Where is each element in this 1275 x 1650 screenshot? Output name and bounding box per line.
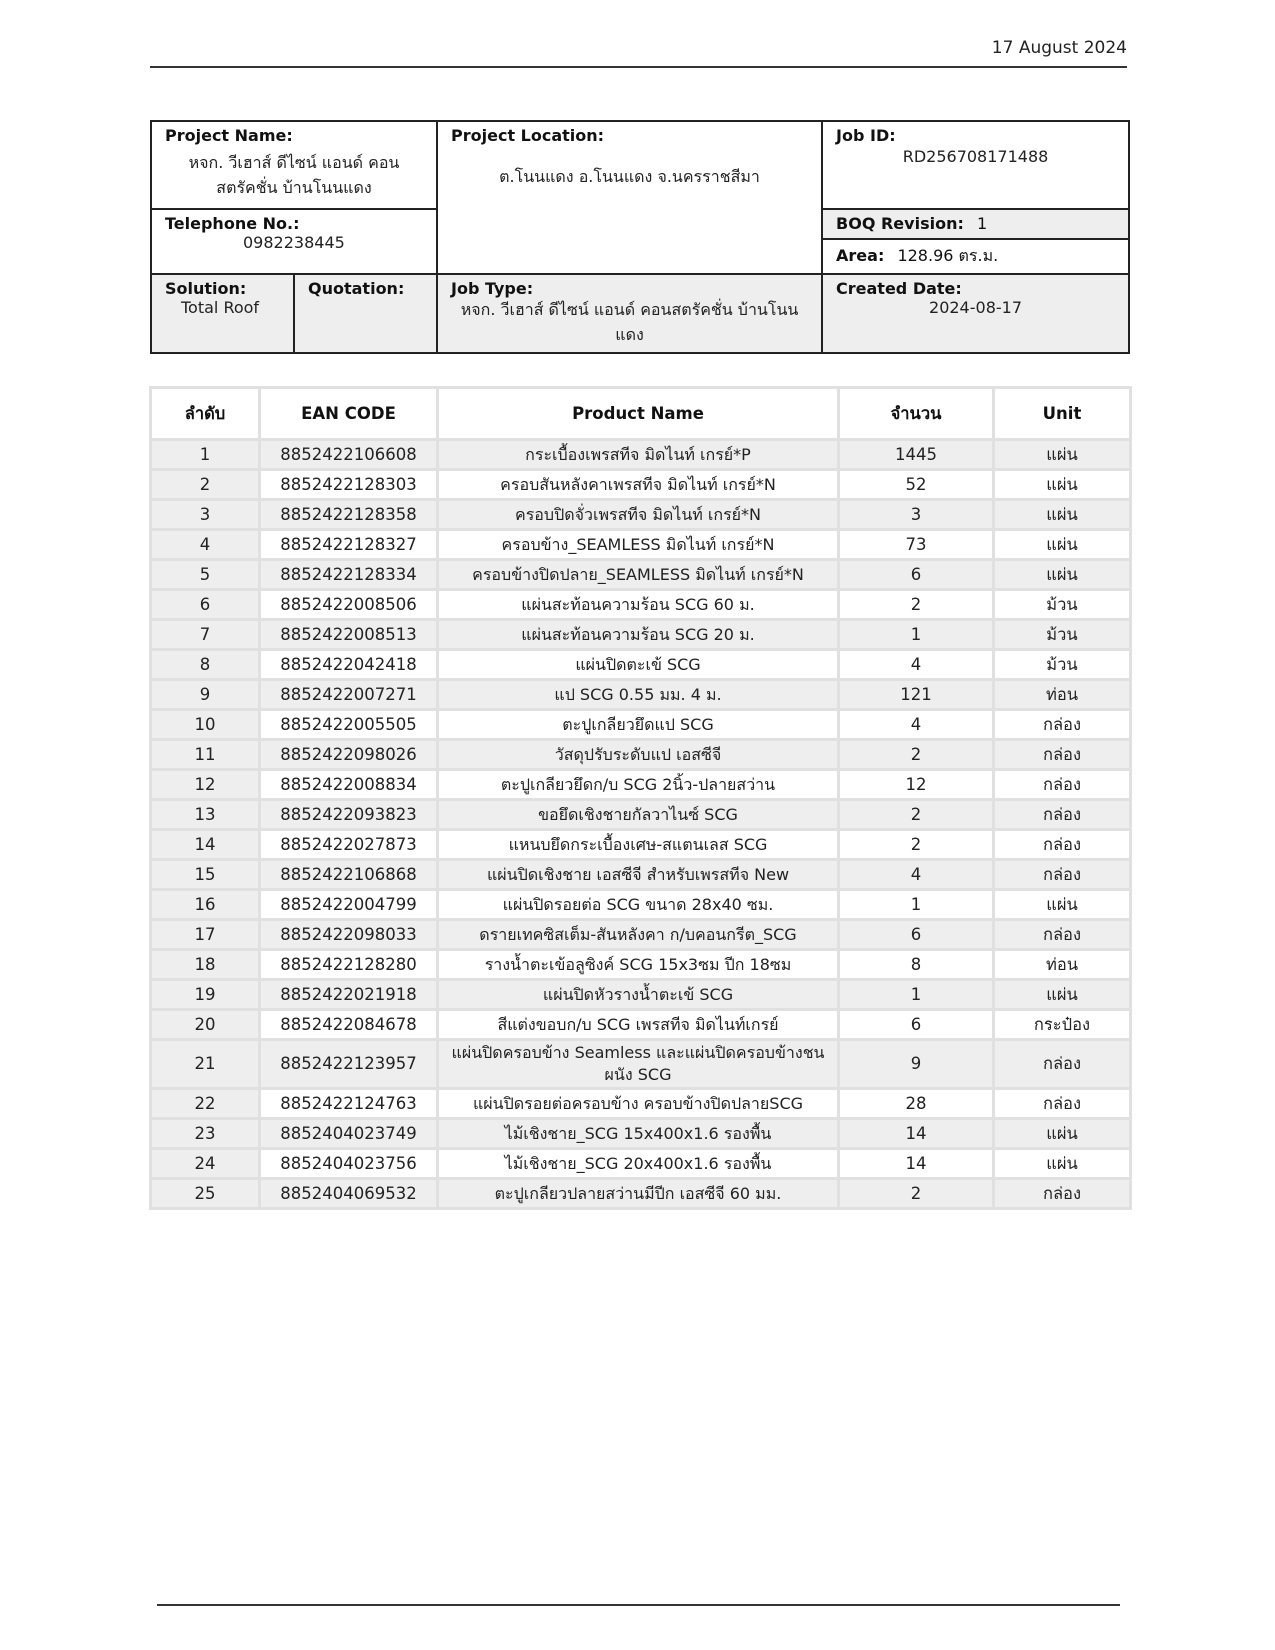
row-quantity: 1445 (839, 440, 994, 470)
row-index: 11 (151, 740, 260, 770)
row-ean-code: 8852422106608 (260, 440, 438, 470)
row-index: 3 (151, 500, 260, 530)
row-unit: แผ่น (994, 890, 1131, 920)
top-divider (150, 66, 1127, 68)
row-quantity: 2 (839, 1179, 994, 1209)
table-row (151, 1149, 1131, 1179)
project-name-cell (151, 121, 437, 209)
row-unit: กล่อง (994, 800, 1131, 830)
row-ean-code: 8852422128334 (260, 560, 438, 590)
row-unit: ท่อน (994, 950, 1131, 980)
row-index: 15 (151, 860, 260, 890)
product-table-header (151, 388, 1131, 440)
row-ean-code: 8852422106868 (260, 860, 438, 890)
row-product-name: รางน้ำตะเข้อลูซิงค์ SCG 15x3ซม ปีก 18ซม (438, 950, 839, 980)
document-date: 17 August 2024 (991, 38, 1127, 58)
row-index: 23 (151, 1119, 260, 1149)
row-product-name: แผ่นสะท้อนความร้อน SCG 20 ม. (438, 620, 839, 650)
row-product-name: สีแต่งขอบก/บ SCG เพรสทีจ มิดไนท์เกรย์ (438, 1010, 839, 1040)
row-product-name: แป SCG 0.55 มม. 4 ม. (438, 680, 839, 710)
row-ean-code: 8852422008834 (260, 770, 438, 800)
row-unit: ท่อน (994, 680, 1131, 710)
row-ean-code: 8852422008506 (260, 590, 438, 620)
job-type-cell (437, 274, 822, 353)
row-index: 10 (151, 710, 260, 740)
row-index: 20 (151, 1010, 260, 1040)
row-unit: กล่อง (994, 1040, 1131, 1089)
created-date-cell (822, 274, 1129, 353)
row-ean-code: 8852422128358 (260, 500, 438, 530)
table-row (151, 710, 1131, 740)
row-index: 25 (151, 1179, 260, 1209)
row-index: 22 (151, 1089, 260, 1119)
table-row (151, 860, 1131, 890)
row-ean-code: 8852422128303 (260, 470, 438, 500)
row-unit: กระป๋อง (994, 1010, 1131, 1040)
row-quantity: 4 (839, 650, 994, 680)
row-product-name: ไม้เชิงชาย_SCG 15x400x1.6 รองพื้น (438, 1119, 839, 1149)
row-quantity: 12 (839, 770, 994, 800)
table-row (151, 530, 1131, 560)
row-product-name: แผ่นสะท้อนความร้อน SCG 60 ม. (438, 590, 839, 620)
solution-cell (151, 274, 294, 353)
row-product-name: แผ่นปิดรอยต่อ SCG ขนาด 28x40 ซม. (438, 890, 839, 920)
row-quantity: 4 (839, 710, 994, 740)
row-quantity: 9 (839, 1040, 994, 1089)
row-ean-code: 8852404023749 (260, 1119, 438, 1149)
row-ean-code: 8852422084678 (260, 1010, 438, 1040)
table-row (151, 980, 1131, 1010)
table-row (151, 770, 1131, 800)
row-unit: ม้วน (994, 620, 1131, 650)
table-row (151, 680, 1131, 710)
row-unit: แผ่น (994, 440, 1131, 470)
table-row (151, 890, 1131, 920)
row-index: 1 (151, 440, 260, 470)
row-unit: แผ่น (994, 980, 1131, 1010)
header-product-name: Product Name (438, 388, 839, 440)
row-quantity: 2 (839, 590, 994, 620)
job-type-label: Job Type: (451, 279, 534, 298)
row-index: 2 (151, 470, 260, 500)
area-cell (822, 239, 1129, 274)
row-unit: กล่อง (994, 920, 1131, 950)
row-product-name: ตะปูเกลียวยึดแป SCG (438, 710, 839, 740)
row-quantity: 121 (839, 680, 994, 710)
row-index: 6 (151, 590, 260, 620)
row-unit: กล่อง (994, 1179, 1131, 1209)
row-quantity: 8 (839, 950, 994, 980)
row-product-name: แผ่นปิดตะเข้ SCG (438, 650, 839, 680)
job-id-cell (822, 121, 1129, 209)
table-row (151, 1010, 1131, 1040)
row-quantity: 6 (839, 920, 994, 950)
job-id-value: RD256708171488 (902, 147, 1049, 166)
row-ean-code: 8852422098026 (260, 740, 438, 770)
boq-revision-value: 1 (976, 214, 988, 233)
row-product-name: ครอบปิดจั่วเพรสทีจ มิดไนท์ เกรย์*N (438, 500, 839, 530)
row-product-name: แผ่นปิดรอยต่อครอบข้าง ครอบข้างปิดปลายSCG (438, 1089, 839, 1119)
table-row (151, 1179, 1131, 1209)
row-quantity: 14 (839, 1149, 994, 1179)
table-row (151, 560, 1131, 590)
table-row (151, 1119, 1131, 1149)
row-product-name: วัสดุปรับระดับแป เอสซีจี (438, 740, 839, 770)
row-index: 18 (151, 950, 260, 980)
project-info-box (150, 120, 1130, 354)
row-index: 16 (151, 890, 260, 920)
row-ean-code: 8852422128280 (260, 950, 438, 980)
telephone-value: 0982238445 (243, 233, 345, 252)
row-ean-code: 8852422007271 (260, 680, 438, 710)
row-quantity: 28 (839, 1089, 994, 1119)
table-row (151, 740, 1131, 770)
row-ean-code: 8852422021918 (260, 980, 438, 1010)
row-product-name: ครอบข้างปิดปลาย_SEAMLESS มิดไนท์ เกรย์*N (438, 560, 839, 590)
row-product-name: ไม้เชิงชาย_SCG 20x400x1.6 รองพื้น (438, 1149, 839, 1179)
row-quantity: 3 (839, 500, 994, 530)
row-index: 7 (151, 620, 260, 650)
area-value: 128.96 ตร.ม. (897, 246, 999, 265)
row-unit: ม้วน (994, 590, 1131, 620)
row-index: 19 (151, 980, 260, 1010)
row-unit: แผ่น (994, 1149, 1131, 1179)
row-product-name: ดรายเทคซิสเต็ม-สันหลังคา ก/บคอนกรีต_SCG (438, 920, 839, 950)
row-unit: แผ่น (994, 1119, 1131, 1149)
table-row (151, 650, 1131, 680)
row-product-name: ตะปูเกลียวยึดก/บ SCG 2นิ้ว-ปลายสว่าน (438, 770, 839, 800)
row-product-name: แหนบยึดกระเบื้องเศษ-สแตนเลส SCG (438, 830, 839, 860)
bottom-divider (157, 1604, 1120, 1606)
row-product-name: ขอยึดเชิงชายกัลวาไนซ์ SCG (438, 800, 839, 830)
row-product-name: กระเบื้องเพรสทีจ มิดไนท์ เกรย์*P (438, 440, 839, 470)
row-product-name: ครอบสันหลังคาเพรสทีจ มิดไนท์ เกรย์*N (438, 470, 839, 500)
project-location-label: Project Location: (451, 126, 605, 145)
job-id-label: Job ID: (836, 126, 896, 145)
row-unit: แผ่น (994, 530, 1131, 560)
row-quantity: 6 (839, 560, 994, 590)
row-unit: กล่อง (994, 740, 1131, 770)
row-quantity: 1 (839, 890, 994, 920)
quotation-cell (294, 274, 437, 353)
row-index: 8 (151, 650, 260, 680)
row-index: 5 (151, 560, 260, 590)
row-unit: แผ่น (994, 560, 1131, 590)
table-row (151, 590, 1131, 620)
row-product-name: แผ่นปิดเชิงชาย เอสซีจี สำหรับเพรสทีจ New (438, 860, 839, 890)
project-name-value: หจก. วีเฮาส์ ดีไซน์ แอนด์ คอนสตรัคชั่น บ้านโนนแดง (188, 153, 400, 197)
job-type-value: หจก. วีเฮาส์ ดีไซน์ แอนด์ คอนสตรัคชั่น บ้านโนนแดง (460, 300, 799, 344)
table-row (151, 1089, 1131, 1119)
row-ean-code: 8852422098033 (260, 920, 438, 950)
row-unit: ม้วน (994, 650, 1131, 680)
row-index: 12 (151, 770, 260, 800)
row-unit: กล่อง (994, 710, 1131, 740)
row-quantity: 14 (839, 1119, 994, 1149)
table-row (151, 470, 1131, 500)
row-ean-code: 8852422042418 (260, 650, 438, 680)
boq-revision-cell (822, 209, 1129, 239)
row-ean-code: 8852404069532 (260, 1179, 438, 1209)
row-quantity: 6 (839, 1010, 994, 1040)
row-unit: กล่อง (994, 1089, 1131, 1119)
project-name-label: Project Name: (165, 126, 293, 145)
row-ean-code: 8852422004799 (260, 890, 438, 920)
table-row (151, 800, 1131, 830)
boq-revision-label: BOQ Revision: (836, 214, 964, 233)
area-label: Area: (836, 246, 885, 265)
header-unit: Unit (994, 388, 1131, 440)
table-row (151, 920, 1131, 950)
row-unit: กล่อง (994, 770, 1131, 800)
telephone-cell (151, 209, 437, 274)
header-quantity: จำนวน (839, 388, 994, 440)
table-row (151, 1040, 1131, 1089)
row-quantity: 2 (839, 740, 994, 770)
row-quantity: 4 (839, 860, 994, 890)
table-row (151, 500, 1131, 530)
row-ean-code: 8852422128327 (260, 530, 438, 560)
row-index: 17 (151, 920, 260, 950)
row-ean-code: 8852422124763 (260, 1089, 438, 1119)
row-unit: กล่อง (994, 860, 1131, 890)
row-ean-code: 8852422005505 (260, 710, 438, 740)
row-ean-code: 8852422008513 (260, 620, 438, 650)
table-row (151, 950, 1131, 980)
table-row (151, 440, 1131, 470)
product-table (149, 386, 1132, 1210)
quotation-label: Quotation: (308, 279, 405, 298)
row-index: 13 (151, 800, 260, 830)
header-ean-code: EAN CODE (260, 388, 438, 440)
row-index: 21 (151, 1040, 260, 1089)
created-date-value: 2024-08-17 (929, 298, 1022, 317)
row-ean-code: 8852422123957 (260, 1040, 438, 1089)
solution-value: Total Roof (181, 298, 260, 317)
table-row (151, 830, 1131, 860)
project-location-value: ต.โนนแดง อ.โนนแดง จ.นครราชสีมา (499, 167, 760, 186)
row-quantity: 73 (839, 530, 994, 560)
row-quantity: 1 (839, 620, 994, 650)
row-product-name: แผ่นปิดครอบข้าง Seamless และแผ่นปิดครอบข้างชนผนัง SCG (438, 1040, 839, 1089)
table-row (151, 620, 1131, 650)
row-quantity: 2 (839, 800, 994, 830)
row-quantity: 1 (839, 980, 994, 1010)
row-index: 4 (151, 530, 260, 560)
row-unit: กล่อง (994, 830, 1131, 860)
row-quantity: 52 (839, 470, 994, 500)
created-date-label: Created Date: (836, 279, 962, 298)
row-product-name: ตะปูเกลียวปลายสว่านมีปีก เอสซีจี 60 มม. (438, 1179, 839, 1209)
project-location-cell (437, 121, 822, 274)
row-index: 9 (151, 680, 260, 710)
row-ean-code: 8852404023756 (260, 1149, 438, 1179)
row-product-name: แผ่นปิดหัวรางน้ำตะเข้ SCG (438, 980, 839, 1010)
solution-label: Solution: (165, 279, 247, 298)
row-ean-code: 8852422027873 (260, 830, 438, 860)
header-index: ลำดับ (151, 388, 260, 440)
row-unit: แผ่น (994, 470, 1131, 500)
row-product-name: ครอบข้าง_SEAMLESS มิดไนท์ เกรย์*N (438, 530, 839, 560)
row-index: 14 (151, 830, 260, 860)
row-index: 24 (151, 1149, 260, 1179)
row-ean-code: 8852422093823 (260, 800, 438, 830)
telephone-label: Telephone No.: (165, 214, 300, 233)
row-quantity: 2 (839, 830, 994, 860)
row-unit: แผ่น (994, 500, 1131, 530)
